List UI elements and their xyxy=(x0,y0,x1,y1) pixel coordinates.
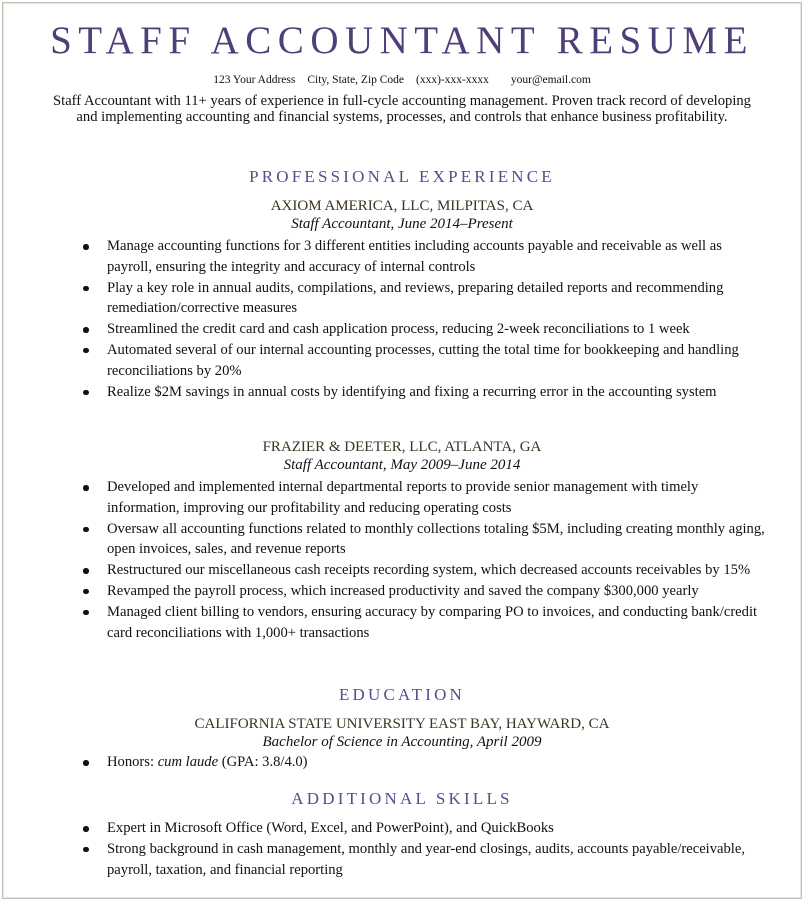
job-2 xyxy=(3,438,801,643)
job-1 xyxy=(3,197,801,402)
honors-gpa: (GPA: 3.8/4.0) xyxy=(218,754,308,770)
job-company: FRAZIER & DEETER, LLC, ATLANTA, GA xyxy=(262,439,542,455)
list-item: Streamlined the credit card and cash application process, reducing 2-week reconciliations to 1 week xyxy=(107,319,767,340)
contact-phone: (xxx)-xxx-xxxx xyxy=(416,74,489,86)
list-item: Realize $2M savings in annual costs by identifying and fixing a recurring error in the accounting system xyxy=(107,382,767,403)
skills-bullets xyxy=(3,818,767,880)
job-role: Staff Accountant, June 2014–Present xyxy=(291,216,513,232)
education-entry xyxy=(3,715,801,773)
section-title-experience: PROFESSIONAL EXPERIENCE xyxy=(249,167,555,186)
school-name: CALIFORNIA STATE UNIVERSITY EAST BAY, HAYWARD, CA xyxy=(194,716,610,732)
skills-list-wrap xyxy=(3,818,801,880)
contact-address: 123 Your Address xyxy=(213,74,296,86)
resume-name-title: STAFF ACCOUNTANT RESUME xyxy=(50,19,754,62)
job-1-bullets xyxy=(3,236,767,402)
honors-value: cum laude xyxy=(157,754,219,770)
honors-label: Honors: xyxy=(107,754,158,770)
section-title-skills: ADDITIONAL SKILLS xyxy=(291,789,513,808)
skills-section xyxy=(3,789,801,809)
list-item: Play a key role in annual audits, compilations, and reviews, preparing detailed reports and recommending remediation/corrective measures xyxy=(107,278,767,320)
contact-email: your@email.com xyxy=(510,74,591,86)
list-item: Restructured our miscellaneous cash receipts recording system, which decreased accounts receivables by 15% xyxy=(107,560,767,581)
contact-line xyxy=(3,73,801,87)
list-item: Revamped the payroll process, which increased productivity and saved the company $300,000 yearly xyxy=(107,581,767,602)
education-bullets xyxy=(3,752,767,773)
list-item: Managed client billing to vendors, ensuring accuracy by comparing PO to invoices, and conducting bank/credit card reconciliations with 1,000+ transactions xyxy=(107,602,767,644)
summary-paragraph: Staff Accountant with 11+ years of experience in full-cycle accounting management. Proven track record of developing and implementing accounting and financial systems, processes, and controls that enhance business profitability. xyxy=(53,93,751,125)
list-item xyxy=(107,752,767,773)
list-item: Expert in Microsoft Office (Word, Excel, and PowerPoint), and QuickBooks xyxy=(107,818,767,839)
job-role: Staff Accountant, May 2009–June 2014 xyxy=(283,457,521,473)
job-2-bullets xyxy=(3,477,767,643)
list-item: Manage accounting functions for 3 different entities including accounts payable and receivable as well as payroll, ensuring the integrity and accuracy of internal controls xyxy=(107,236,767,278)
list-item: Developed and implemented internal departmental reports to provide senior management with timely information, improving our profitability and reducing operating costs xyxy=(107,477,767,519)
section-title-education: EDUCATION xyxy=(338,685,466,704)
job-company: AXIOM AMERICA, LLC, MILPITAS, CA xyxy=(270,198,534,214)
contact-city: City, State, Zip Code xyxy=(307,74,405,86)
list-item: Oversaw all accounting functions related to monthly collections totaling $5M, including creating monthly aging, open invoices, sales, and revenue reports xyxy=(107,519,767,561)
list-item: Strong background in cash management, monthly and year-end closings, audits, accounts payable/receivable, payroll, taxation, and financial reporting xyxy=(107,839,767,881)
education-section xyxy=(3,685,801,705)
degree: Bachelor of Science in Accounting, April 2009 xyxy=(262,734,542,750)
list-item: Automated several of our internal accounting processes, cutting the total time for bookkeeping and handling reconciliations by 20% xyxy=(107,340,767,382)
experience-section xyxy=(3,167,801,187)
resume-page xyxy=(2,2,802,899)
